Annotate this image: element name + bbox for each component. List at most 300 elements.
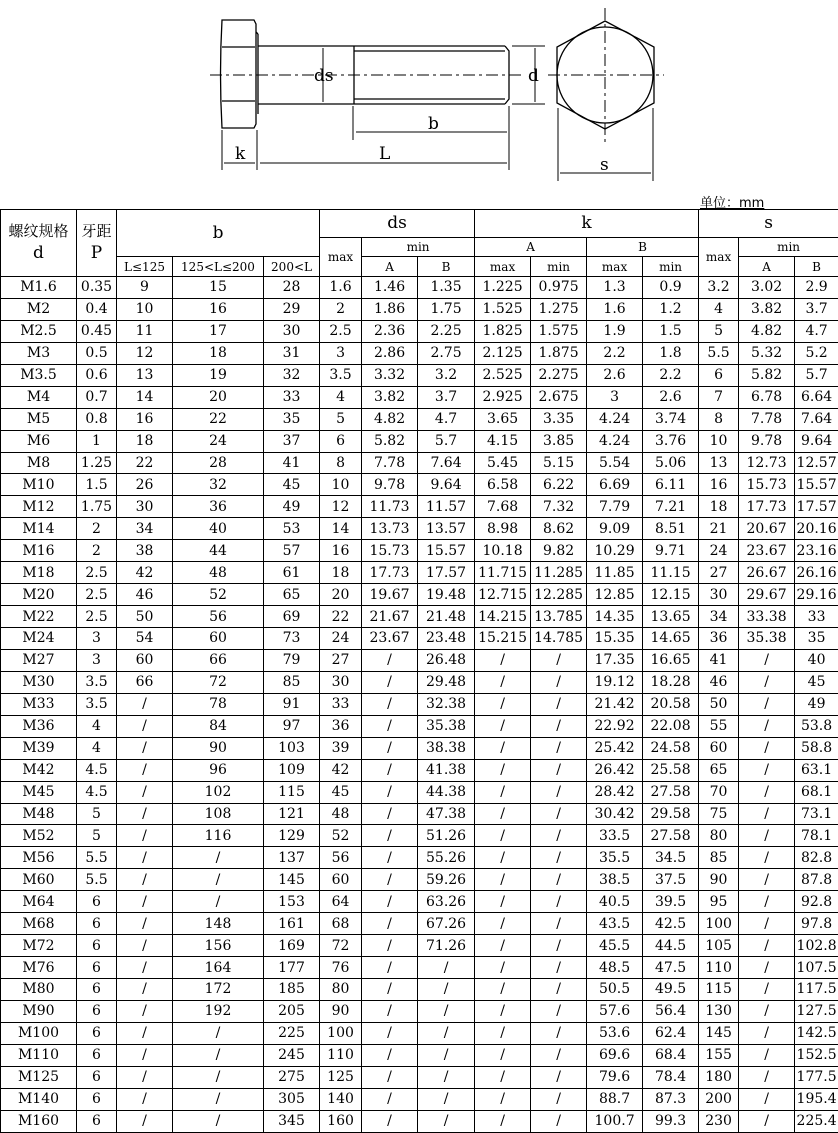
cell-s-min-a: 26.67: [739, 562, 795, 584]
cell-b-125-l-200: /: [173, 891, 264, 913]
cell-s-min-b: 195.4: [795, 1088, 838, 1110]
cell-s-max: 50: [699, 693, 739, 715]
cell-d: M3.5: [1, 364, 77, 386]
cell-k-b-max: 100.7: [587, 1110, 643, 1132]
cell-ds-min-a: /: [362, 979, 418, 1001]
cell-s-max: 230: [699, 1110, 739, 1132]
cell-k-b-min: 27.58: [643, 825, 699, 847]
cell-k-a-min: 1.575: [531, 320, 587, 342]
cell-d: M3: [1, 342, 77, 364]
cell-b-l-125: 26: [117, 474, 173, 496]
cell-ds-max: 8: [320, 452, 362, 474]
label-s: s: [600, 155, 609, 175]
cell-s-max: 13: [699, 452, 739, 474]
cell-ds-max: 10: [320, 474, 362, 496]
cell-k-b-max: 57.6: [587, 1000, 643, 1022]
table-row: [1, 584, 838, 606]
cell-s-min-a: 35.38: [739, 628, 795, 650]
cell-k-a-min: /: [531, 847, 587, 869]
cell-b-200-l: 65: [264, 584, 320, 606]
cell-k-a-min: /: [531, 957, 587, 979]
cell-b-200-l: 177: [264, 957, 320, 979]
cell-b-200-l: 85: [264, 671, 320, 693]
cell-d: M72: [1, 935, 77, 957]
cell-k-a-max: /: [475, 1044, 531, 1066]
cell-b-200-l: 73: [264, 628, 320, 650]
cell-s-min-a: /: [739, 693, 795, 715]
cell-d: M125: [1, 1066, 77, 1088]
cell-k-a-max: /: [475, 781, 531, 803]
cell-s-min-a: /: [739, 891, 795, 913]
cell-b-200-l: 153: [264, 891, 320, 913]
cell-ds-min-b: 7.64: [418, 452, 475, 474]
cell-p: 2: [77, 540, 117, 562]
cell-ds-min-a: 7.78: [362, 452, 418, 474]
cell-s-min-b: 17.57: [795, 496, 838, 518]
cell-b-l-125: 22: [117, 452, 173, 474]
table-row: [1, 298, 838, 320]
cell-ds-max: 22: [320, 606, 362, 628]
cell-k-b-min: 6.11: [643, 474, 699, 496]
cell-ds-min-b: 1.35: [418, 277, 475, 299]
cell-s-min-a: 23.67: [739, 540, 795, 562]
cell-s-min-b: 78.1: [795, 825, 838, 847]
cell-b-125-l-200: 56: [173, 606, 264, 628]
cell-k-b-min: 11.15: [643, 562, 699, 584]
table-row: [1, 518, 838, 540]
cell-k-a-max: /: [475, 1000, 531, 1022]
cell-s-min-b: 107.5: [795, 957, 838, 979]
cell-k-a-max: /: [475, 759, 531, 781]
cell-ds-max: 24: [320, 628, 362, 650]
cell-s-max: 95: [699, 891, 739, 913]
cell-ds-min-b: /: [418, 1000, 475, 1022]
cell-ds-max: 20: [320, 584, 362, 606]
table-row: [1, 540, 838, 562]
cell-k-b-min: 16.65: [643, 649, 699, 671]
cell-k-b-min: 56.4: [643, 1000, 699, 1022]
cell-k-a-min: 5.15: [531, 452, 587, 474]
cell-ds-max: 30: [320, 671, 362, 693]
cell-s-min-b: 5.2: [795, 342, 838, 364]
cell-d: M36: [1, 715, 77, 737]
cell-ds-min-a: /: [362, 781, 418, 803]
table-row: [1, 715, 838, 737]
cell-ds-min-b: 47.38: [418, 803, 475, 825]
cell-d: M90: [1, 1000, 77, 1022]
cell-b-125-l-200: /: [173, 1044, 264, 1066]
cell-d: M6: [1, 430, 77, 452]
cell-p: 3.5: [77, 671, 117, 693]
cell-p: 6: [77, 1110, 117, 1132]
cell-k-a-max: 11.715: [475, 562, 531, 584]
cell-k-a-min: 13.785: [531, 606, 587, 628]
cell-ds-min-a: 11.73: [362, 496, 418, 518]
table-row: [1, 408, 838, 430]
cell-ds-max: 125: [320, 1066, 362, 1088]
cell-k-a-max: 6.58: [475, 474, 531, 496]
cell-b-l-125: 46: [117, 584, 173, 606]
cell-b-125-l-200: 22: [173, 408, 264, 430]
table-row: [1, 1000, 838, 1022]
cell-k-b-max: 79.6: [587, 1066, 643, 1088]
cell-ds-max: 3: [320, 342, 362, 364]
cell-k-b-max: 7.79: [587, 496, 643, 518]
header-b: b: [117, 210, 320, 257]
cell-k-b-max: 9.09: [587, 518, 643, 540]
cell-ds-max: 100: [320, 1022, 362, 1044]
cell-ds-min-b: 32.38: [418, 693, 475, 715]
cell-k-a-min: /: [531, 913, 587, 935]
cell-b-125-l-200: 40: [173, 518, 264, 540]
cell-k-b-min: 42.5: [643, 913, 699, 935]
cell-p: 3: [77, 649, 117, 671]
table-row: [1, 693, 838, 715]
cell-k-a-min: /: [531, 649, 587, 671]
cell-s-max: 36: [699, 628, 739, 650]
cell-b-200-l: 121: [264, 803, 320, 825]
cell-p: 1: [77, 430, 117, 452]
cell-ds-max: 18: [320, 562, 362, 584]
cell-k-a-min: 12.285: [531, 584, 587, 606]
cell-ds-max: 27: [320, 649, 362, 671]
cell-s-max: 7: [699, 386, 739, 408]
cell-b-200-l: 35: [264, 408, 320, 430]
cell-k-b-max: 33.5: [587, 825, 643, 847]
cell-b-l-125: /: [117, 1066, 173, 1088]
header-s-max: max: [699, 238, 739, 277]
cell-ds-min-b: 9.64: [418, 474, 475, 496]
cell-k-b-min: 0.9: [643, 277, 699, 299]
cell-b-200-l: 37: [264, 430, 320, 452]
cell-ds-max: 60: [320, 869, 362, 891]
cell-ds-min-a: 4.82: [362, 408, 418, 430]
header-k: k: [475, 210, 699, 238]
cell-d: M56: [1, 847, 77, 869]
cell-b-125-l-200: 84: [173, 715, 264, 737]
cell-s-min-b: 49: [795, 693, 838, 715]
cell-k-b-min: 87.3: [643, 1088, 699, 1110]
cell-b-l-125: /: [117, 1110, 173, 1132]
cell-b-l-125: 16: [117, 408, 173, 430]
cell-ds-max: 4: [320, 386, 362, 408]
cell-s-min-a: /: [739, 1088, 795, 1110]
cell-ds-max: 2.5: [320, 320, 362, 342]
cell-s-max: 4: [699, 298, 739, 320]
cell-d: M12: [1, 496, 77, 518]
cell-ds-min-b: 3.2: [418, 364, 475, 386]
cell-k-b-min: 7.21: [643, 496, 699, 518]
cell-b-l-125: /: [117, 693, 173, 715]
cell-ds-min-b: 29.48: [418, 671, 475, 693]
cell-b-l-125: 42: [117, 562, 173, 584]
cell-s-max: 41: [699, 649, 739, 671]
cell-k-b-max: 30.42: [587, 803, 643, 825]
cell-k-b-max: 5.54: [587, 452, 643, 474]
cell-d: M1.6: [1, 277, 77, 299]
cell-k-b-max: 43.5: [587, 913, 643, 935]
cell-b-l-125: /: [117, 979, 173, 1001]
cell-s-min-a: 7.78: [739, 408, 795, 430]
cell-k-a-min: 3.35: [531, 408, 587, 430]
cell-k-a-min: /: [531, 869, 587, 891]
cell-k-b-max: 4.24: [587, 430, 643, 452]
header-pitch: 牙距 P: [77, 210, 117, 277]
cell-ds-min-a: /: [362, 671, 418, 693]
cell-s-max: 60: [699, 737, 739, 759]
cell-k-a-min: 2.275: [531, 364, 587, 386]
cell-b-l-125: 50: [117, 606, 173, 628]
cell-k-a-min: 9.82: [531, 540, 587, 562]
cell-p: 0.4: [77, 298, 117, 320]
hex-bolt-drawing: [0, 0, 838, 195]
header-s: s: [699, 210, 838, 238]
unit-label: 单位：mm: [700, 196, 765, 211]
cell-k-b-max: 10.29: [587, 540, 643, 562]
cell-b-125-l-200: /: [173, 1066, 264, 1088]
table-row: [1, 320, 838, 342]
header-k-A-min: min: [531, 257, 587, 277]
cell-k-b-min: 68.4: [643, 1044, 699, 1066]
cell-p: 2.5: [77, 584, 117, 606]
cell-s-max: 155: [699, 1044, 739, 1066]
cell-k-a-min: /: [531, 1110, 587, 1132]
cell-s-min-b: 6.64: [795, 386, 838, 408]
cell-k-a-min: 11.285: [531, 562, 587, 584]
cell-ds-min-a: 19.67: [362, 584, 418, 606]
bolt-spec-table: [0, 209, 838, 1133]
cell-k-b-max: 19.12: [587, 671, 643, 693]
header-ds-min-B: B: [418, 257, 475, 277]
cell-ds-min-a: 23.67: [362, 628, 418, 650]
cell-d: M68: [1, 913, 77, 935]
cell-k-a-min: 2.675: [531, 386, 587, 408]
cell-ds-max: 39: [320, 737, 362, 759]
cell-p: 4: [77, 715, 117, 737]
cell-k-a-min: 1.875: [531, 342, 587, 364]
cell-b-l-125: 66: [117, 671, 173, 693]
cell-k-a-max: /: [475, 825, 531, 847]
cell-ds-min-b: /: [418, 1044, 475, 1066]
cell-s-min-a: /: [739, 825, 795, 847]
cell-k-a-min: 3.85: [531, 430, 587, 452]
cell-p: 0.45: [77, 320, 117, 342]
cell-d: M20: [1, 584, 77, 606]
cell-ds-max: 90: [320, 1000, 362, 1022]
cell-ds-max: 6: [320, 430, 362, 452]
table-row: [1, 386, 838, 408]
header-s-min-A: A: [739, 257, 795, 277]
cell-b-125-l-200: 16: [173, 298, 264, 320]
table-row: [1, 759, 838, 781]
cell-s-min-b: 102.8: [795, 935, 838, 957]
cell-ds-min-a: 5.82: [362, 430, 418, 452]
cell-s-max: 115: [699, 979, 739, 1001]
cell-k-a-max: 15.215: [475, 628, 531, 650]
cell-b-200-l: 305: [264, 1088, 320, 1110]
cell-s-min-b: 9.64: [795, 430, 838, 452]
header-b-l125-200: 125<L≤200: [173, 257, 264, 277]
cell-s-min-b: 142.5: [795, 1022, 838, 1044]
cell-k-a-max: 2.125: [475, 342, 531, 364]
cell-ds-min-b: 17.57: [418, 562, 475, 584]
cell-p: 2.5: [77, 562, 117, 584]
cell-s-max: 70: [699, 781, 739, 803]
cell-k-a-min: /: [531, 1066, 587, 1088]
cell-s-min-b: 35: [795, 628, 838, 650]
cell-p: 2: [77, 518, 117, 540]
header-k-B-max: max: [587, 257, 643, 277]
cell-ds-max: 2: [320, 298, 362, 320]
cell-k-a-min: /: [531, 759, 587, 781]
cell-k-b-max: 28.42: [587, 781, 643, 803]
cell-k-a-max: /: [475, 649, 531, 671]
cell-k-b-min: 22.08: [643, 715, 699, 737]
cell-k-a-max: 3.65: [475, 408, 531, 430]
cell-b-200-l: 61: [264, 562, 320, 584]
cell-b-200-l: 103: [264, 737, 320, 759]
cell-k-a-max: /: [475, 957, 531, 979]
cell-ds-min-a: 13.73: [362, 518, 418, 540]
cell-s-min-a: 12.73: [739, 452, 795, 474]
cell-ds-max: 56: [320, 847, 362, 869]
cell-k-b-min: 34.5: [643, 847, 699, 869]
cell-k-a-max: /: [475, 869, 531, 891]
cell-k-b-min: 49.5: [643, 979, 699, 1001]
cell-b-200-l: 45: [264, 474, 320, 496]
cell-b-125-l-200: 172: [173, 979, 264, 1001]
cell-s-min-b: 87.8: [795, 869, 838, 891]
table-row: [1, 847, 838, 869]
cell-k-b-max: 15.35: [587, 628, 643, 650]
cell-p: 5: [77, 803, 117, 825]
cell-ds-max: 76: [320, 957, 362, 979]
cell-b-l-125: /: [117, 803, 173, 825]
cell-d: M16: [1, 540, 77, 562]
header-s-min: min: [739, 238, 838, 257]
cell-k-b-min: 14.65: [643, 628, 699, 650]
cell-s-min-b: 225.4: [795, 1110, 838, 1132]
cell-b-200-l: 91: [264, 693, 320, 715]
cell-ds-min-a: /: [362, 913, 418, 935]
cell-b-l-125: /: [117, 1000, 173, 1022]
cell-p: 0.7: [77, 386, 117, 408]
cell-s-min-a: 5.32: [739, 342, 795, 364]
cell-s-max: 80: [699, 825, 739, 847]
cell-k-b-max: 1.6: [587, 298, 643, 320]
cell-b-l-125: /: [117, 869, 173, 891]
cell-k-a-max: /: [475, 1066, 531, 1088]
label-d: d: [528, 66, 539, 86]
cell-d: M5: [1, 408, 77, 430]
cell-b-125-l-200: 192: [173, 1000, 264, 1022]
cell-k-a-max: /: [475, 891, 531, 913]
cell-b-125-l-200: /: [173, 1022, 264, 1044]
table-row: [1, 1022, 838, 1044]
cell-k-b-max: 2.2: [587, 342, 643, 364]
label-k: k: [235, 144, 246, 164]
cell-s-min-b: 127.5: [795, 1000, 838, 1022]
cell-k-b-min: 2.2: [643, 364, 699, 386]
table-row: [1, 671, 838, 693]
cell-b-l-125: 18: [117, 430, 173, 452]
cell-b-125-l-200: 148: [173, 913, 264, 935]
cell-s-min-b: 63.1: [795, 759, 838, 781]
cell-ds-max: 45: [320, 781, 362, 803]
cell-ds-min-b: 35.38: [418, 715, 475, 737]
cell-s-max: 105: [699, 935, 739, 957]
cell-k-a-min: 6.22: [531, 474, 587, 496]
cell-p: 2.5: [77, 606, 117, 628]
cell-s-max: 110: [699, 957, 739, 979]
cell-s-max: 100: [699, 913, 739, 935]
cell-d: M30: [1, 671, 77, 693]
cell-k-a-max: /: [475, 913, 531, 935]
cell-ds-min-a: 2.86: [362, 342, 418, 364]
cell-b-125-l-200: 20: [173, 386, 264, 408]
cell-s-max: 200: [699, 1088, 739, 1110]
cell-p: 4: [77, 737, 117, 759]
cell-s-min-b: 20.16: [795, 518, 838, 540]
cell-p: 4.5: [77, 759, 117, 781]
cell-k-b-min: 20.58: [643, 693, 699, 715]
cell-p: 6: [77, 1088, 117, 1110]
cell-b-125-l-200: 116: [173, 825, 264, 847]
cell-ds-min-a: /: [362, 1088, 418, 1110]
cell-s-min-b: 2.9: [795, 277, 838, 299]
cell-b-125-l-200: 108: [173, 803, 264, 825]
cell-k-b-max: 38.5: [587, 869, 643, 891]
cell-s-min-b: 92.8: [795, 891, 838, 913]
cell-s-max: 5: [699, 320, 739, 342]
cell-ds-max: 64: [320, 891, 362, 913]
cell-p: 0.6: [77, 364, 117, 386]
cell-b-l-125: /: [117, 1088, 173, 1110]
cell-ds-min-b: 4.7: [418, 408, 475, 430]
cell-k-b-max: 21.42: [587, 693, 643, 715]
cell-s-min-a: 17.73: [739, 496, 795, 518]
table-row: [1, 825, 838, 847]
cell-k-a-min: /: [531, 1044, 587, 1066]
cell-p: 6: [77, 891, 117, 913]
cell-s-min-a: /: [739, 935, 795, 957]
cell-ds-min-b: 11.57: [418, 496, 475, 518]
cell-d: M27: [1, 649, 77, 671]
cell-b-125-l-200: 28: [173, 452, 264, 474]
cell-p: 5: [77, 825, 117, 847]
cell-ds-min-a: /: [362, 1110, 418, 1132]
cell-ds-min-a: /: [362, 1022, 418, 1044]
cell-d: M18: [1, 562, 77, 584]
cell-k-b-min: 27.58: [643, 781, 699, 803]
cell-s-max: 24: [699, 540, 739, 562]
cell-k-a-max: /: [475, 671, 531, 693]
cell-d: M52: [1, 825, 77, 847]
cell-ds-min-a: /: [362, 803, 418, 825]
cell-b-125-l-200: 66: [173, 649, 264, 671]
cell-s-min-b: 73.1: [795, 803, 838, 825]
cell-s-min-a: /: [739, 671, 795, 693]
cell-b-l-125: 10: [117, 298, 173, 320]
cell-k-b-min: 1.5: [643, 320, 699, 342]
cell-d: M100: [1, 1022, 77, 1044]
cell-b-l-125: 38: [117, 540, 173, 562]
cell-k-a-min: 14.785: [531, 628, 587, 650]
cell-k-b-max: 1.3: [587, 277, 643, 299]
cell-ds-max: 110: [320, 1044, 362, 1066]
cell-ds-max: 72: [320, 935, 362, 957]
cell-s-max: 145: [699, 1022, 739, 1044]
